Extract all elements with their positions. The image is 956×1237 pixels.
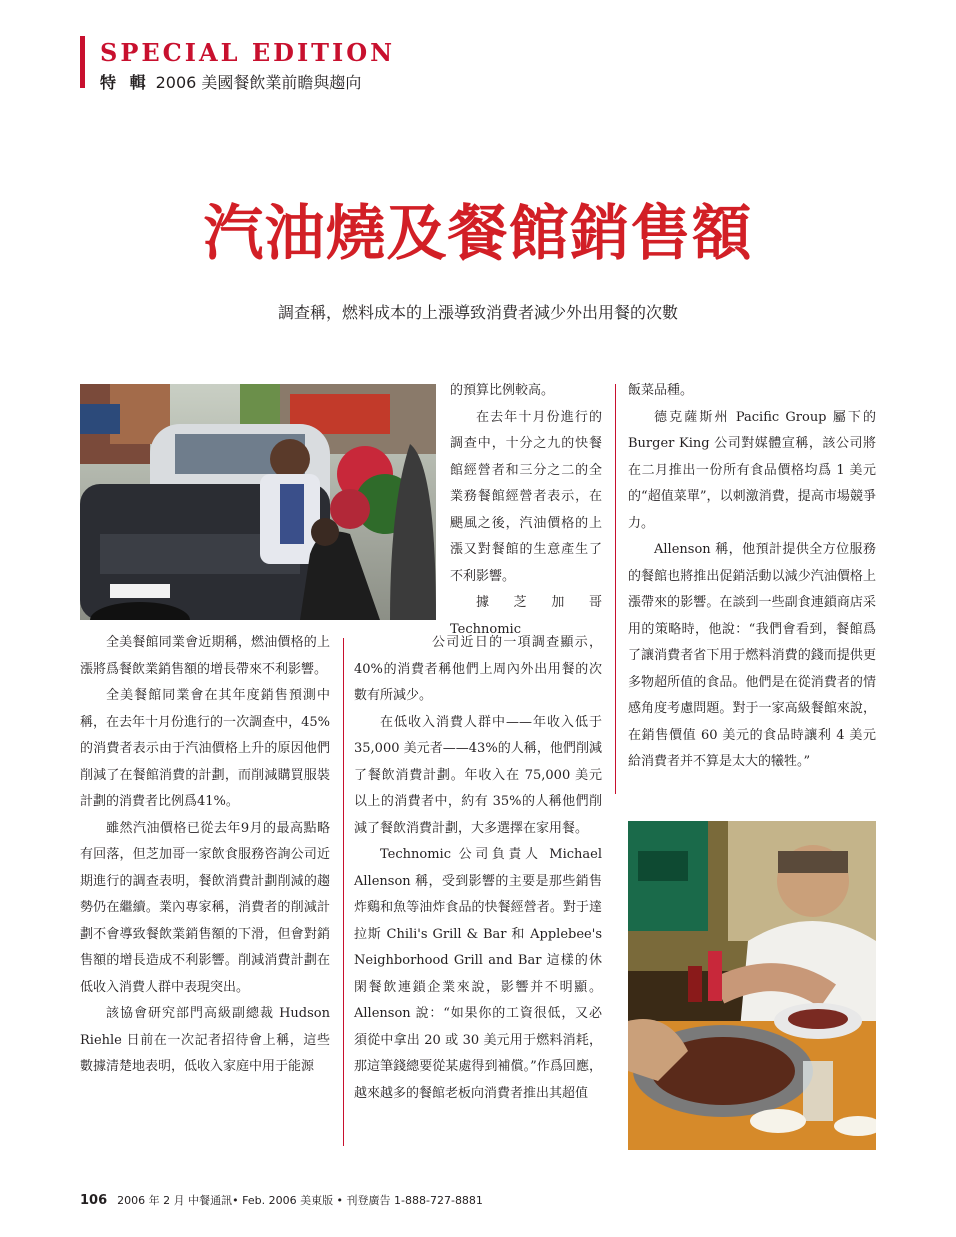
restaurant-image [628, 821, 876, 1150]
article-column-3 [628, 378, 876, 776]
article-column-2-bottom [354, 630, 602, 1107]
edition-topic: 2006 美國餐飲業前瞻與趨向 [155, 73, 362, 92]
special-edition-label: SPECIAL EDITION [100, 38, 396, 67]
article-column-1 [80, 630, 330, 1081]
paragraph: 德克薩斯州 Pacific Group 屬下的 Burger King 公司對媒體宣稱，該公司將在二月推出一份所有食品價格均爲 1 美元的“超值菜單”，以刺激消費，提高市場競爭力。 [628, 409, 876, 531]
paragraph: 飯菜品種。 [628, 383, 694, 398]
page-footer [80, 1192, 483, 1208]
article-title: 汽油燒及餐館銷售額 [203, 199, 753, 269]
column-divider [343, 638, 344, 1146]
edition-subtitle [100, 70, 361, 93]
paragraph: 的預算比例較高。 [450, 383, 555, 398]
restaurant-photo [628, 821, 876, 1150]
article-subtitle: 調查稱，燃料成本的上漲導致消費者減少外出用餐的次數 [277, 303, 678, 322]
article-column-2-top [450, 378, 602, 643]
paragraph: 全美餐館同業會近期稱，燃油價格的上漲將爲餐飲業銷售額的增長帶來不利影響。 [80, 635, 330, 677]
street-scene-photo [80, 384, 436, 620]
street-scene-image [80, 384, 436, 620]
paragraph: 公司近日的一項調查顯示，40%的消費者稱他們上周內外出用餐的次數有所減少。 [354, 635, 602, 703]
edition-cn-label: 特 輯 [100, 73, 150, 92]
paragraph: 據芝加哥 Technomic [450, 595, 602, 637]
paragraph: 在低收入消費人群中——年收入低于 35,000 美元者——43%的人稱，他們削減了餐飲消費計劃。年收入在 75,000 美元以上的消費者中，約有 35%的人稱他們削減了餐飲消費計劃，大多選擇在家用餐。 [354, 714, 602, 836]
paragraph: 全美餐館同業會在其年度銷售預測中稱，在去年十月份進行的一次調查中，45%的消費者表示由于汽油價格上升的原因他們削減了在餐館消費的計劃，而削減購買服裝計劃的消費者比例爲41%。 [80, 688, 330, 809]
footer-text: 2006 年 2 月 中餐通訊• Feb. 2006 美東版 • 刊登廣告 1-888-727-8881 [117, 1194, 483, 1207]
paragraph: Technomic 公司負責人 Michael Allenson 稱，受到影響的主要是那些銷售炸鷄和魚等油炸食品的快餐經營者。對于達拉斯 Chili's Grill & Bar 和 Applebee's Neighborhood Grill and Bar 這樣的休閑餐飲連鎖企業來說，影響并不明顯。Allenson 說：“如果你的工資很低，又必須從中拿出 20 或 30 美元用于燃料消耗，那這筆錢總要從某處得到補償。”作爲回應，越來越多的餐館老板向消費者推出其超值 [354, 847, 602, 1101]
paragraph: 該協會研究部門高級副總裁 Hudson Riehle 日前在一次記者招待會上稱，這些數據清楚地表明，低收入家庭中用于能源 [80, 1006, 330, 1074]
page-number: 106 [80, 1193, 108, 1208]
paragraph: 雖然汽油價格已從去年9月的最高點略有回落，但芝加哥一家飲食服務咨詢公司近期進行的調查表明，餐飲消費計劃削減的趨勢仍在繼續。業內專家稱，消費者的削減計劃不會導致餐飲業銷售額的下滑，但會對銷售額的增長造成不利影響。削減消費計劃在低收入消費人群中表現突出。 [80, 820, 330, 995]
section-accent-bar [80, 36, 85, 88]
paragraph: 在去年十月份進行的調查中，十分之九的快餐館經營者和三分之二的全業務餐館經營者表示，在颶風之後，汽油價格的上漲又對餐館的生意產生了不利影響。 [450, 409, 602, 584]
paragraph: Allenson 稱，他預計提供全方位服務的餐館也將推出促銷活動以減少汽油價格上漲帶來的影響。在談到一些副食連鎖商店采用的策略時，他說：“我們會看到，餐館爲了讓消費者省下用于燃料消費的錢而提供更多物超所值的食品。他們是在從消費者的情感角度考慮問題。對于一家高級餐館來說，在銷售價值 60 美元的食品時讓利 4 美元給消費者并不算是太大的犧牲。” [628, 542, 876, 769]
column-divider [615, 384, 616, 794]
